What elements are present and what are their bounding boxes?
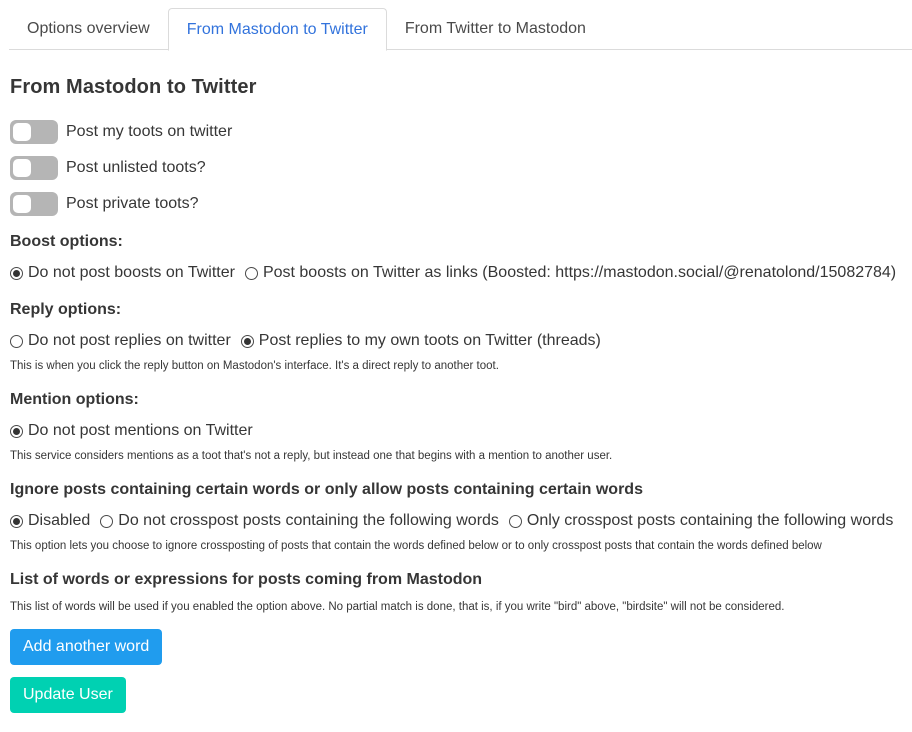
toggle-post-unlisted-row: [10, 156, 206, 180]
switch-knob: [13, 195, 31, 213]
radio-button[interactable]: [100, 515, 113, 528]
radio-label: Do not post boosts on Twitter: [28, 264, 235, 281]
switch-knob: [13, 159, 31, 177]
words-help-text: This list of words will be used if you enabled the option above. No partial match is done, that is, if you write "bird" above, "birdsite" will not be considered.: [10, 601, 785, 613]
mention-options-group: [10, 420, 263, 442]
reply-help-text: This is when you click the reply button on Mastodon's interface. It's a direct reply to another toot.: [10, 360, 499, 372]
add-another-word-button[interactable]: Add another word: [10, 629, 162, 665]
mention-option-do-not-post[interactable]: [10, 422, 253, 440]
ignore-option-do-not-crosspost[interactable]: [100, 512, 499, 530]
mention-help-text: This service considers mentions as a toot that's not a reply, but instead one that begins with a mention to another user.: [10, 450, 613, 462]
tab-from-mastodon-to-twitter[interactable]: From Mastodon to Twitter: [168, 8, 387, 51]
reply-options-label: Reply options:: [10, 301, 122, 318]
radio-label: Post boosts on Twitter as links (Boosted: https://mastodon.social/@renatolond/15082784): [262, 264, 897, 281]
tab-bar: [9, 8, 912, 50]
toggle-post-private-row: [10, 192, 199, 216]
post-private-switch[interactable]: [10, 192, 58, 216]
mention-options-label: Mention options:: [10, 391, 139, 408]
radio-button-checked[interactable]: [241, 335, 254, 348]
boost-options-group: [10, 262, 906, 284]
boost-options-label: Boost options:: [10, 233, 123, 250]
reply-option-threads[interactable]: [241, 332, 601, 350]
boost-option-do-not-post[interactable]: [10, 264, 235, 282]
radio-button-checked[interactable]: [10, 267, 23, 280]
words-list-label: List of words or expressions for posts coming from Mastodon: [10, 571, 483, 588]
toggle-post-toots-row: [10, 120, 232, 144]
boost-option-post-as-links[interactable]: [245, 264, 896, 282]
post-unlisted-label: Post unlisted toots?: [66, 159, 206, 176]
ignore-options-group: [10, 510, 903, 532]
reply-option-do-not-post[interactable]: [10, 332, 231, 350]
radio-button[interactable]: [509, 515, 522, 528]
post-private-label: Post private toots?: [66, 195, 199, 212]
ignore-option-disabled[interactable]: [10, 512, 90, 530]
ignore-options-label: Ignore posts containing certain words or only allow posts containing certain words: [10, 481, 643, 498]
radio-button-checked[interactable]: [10, 425, 23, 438]
switch-knob: [13, 123, 31, 141]
radio-label: Do not crosspost posts containing the following words: [118, 512, 499, 529]
reply-options-group: [10, 330, 611, 352]
ignore-option-only-crosspost[interactable]: [509, 512, 893, 530]
post-unlisted-switch[interactable]: [10, 156, 58, 180]
radio-label: Do not post replies on twitter: [28, 332, 231, 349]
radio-button-checked[interactable]: [10, 515, 23, 528]
tab-options-overview[interactable]: Options overview: [27, 20, 150, 37]
radio-label: Do not post mentions on Twitter: [28, 422, 253, 439]
page-title: From Mastodon to Twitter: [10, 76, 257, 98]
update-user-button[interactable]: Update User: [10, 677, 126, 713]
post-toots-switch[interactable]: [10, 120, 58, 144]
ignore-help-text: This option lets you choose to ignore crossposting of posts that contain the words defined below or to only crosspost posts that contain the words defined below: [10, 540, 822, 552]
radio-label: Disabled: [28, 512, 91, 529]
radio-label: Post replies to my own toots on Twitter (threads): [258, 332, 601, 349]
radio-label: Only crosspost posts containing the following words: [526, 512, 894, 529]
radio-button[interactable]: [245, 267, 258, 280]
post-toots-label: Post my toots on twitter: [66, 123, 233, 140]
radio-button[interactable]: [10, 335, 23, 348]
tab-from-twitter-to-mastodon[interactable]: From Twitter to Mastodon: [404, 20, 586, 37]
